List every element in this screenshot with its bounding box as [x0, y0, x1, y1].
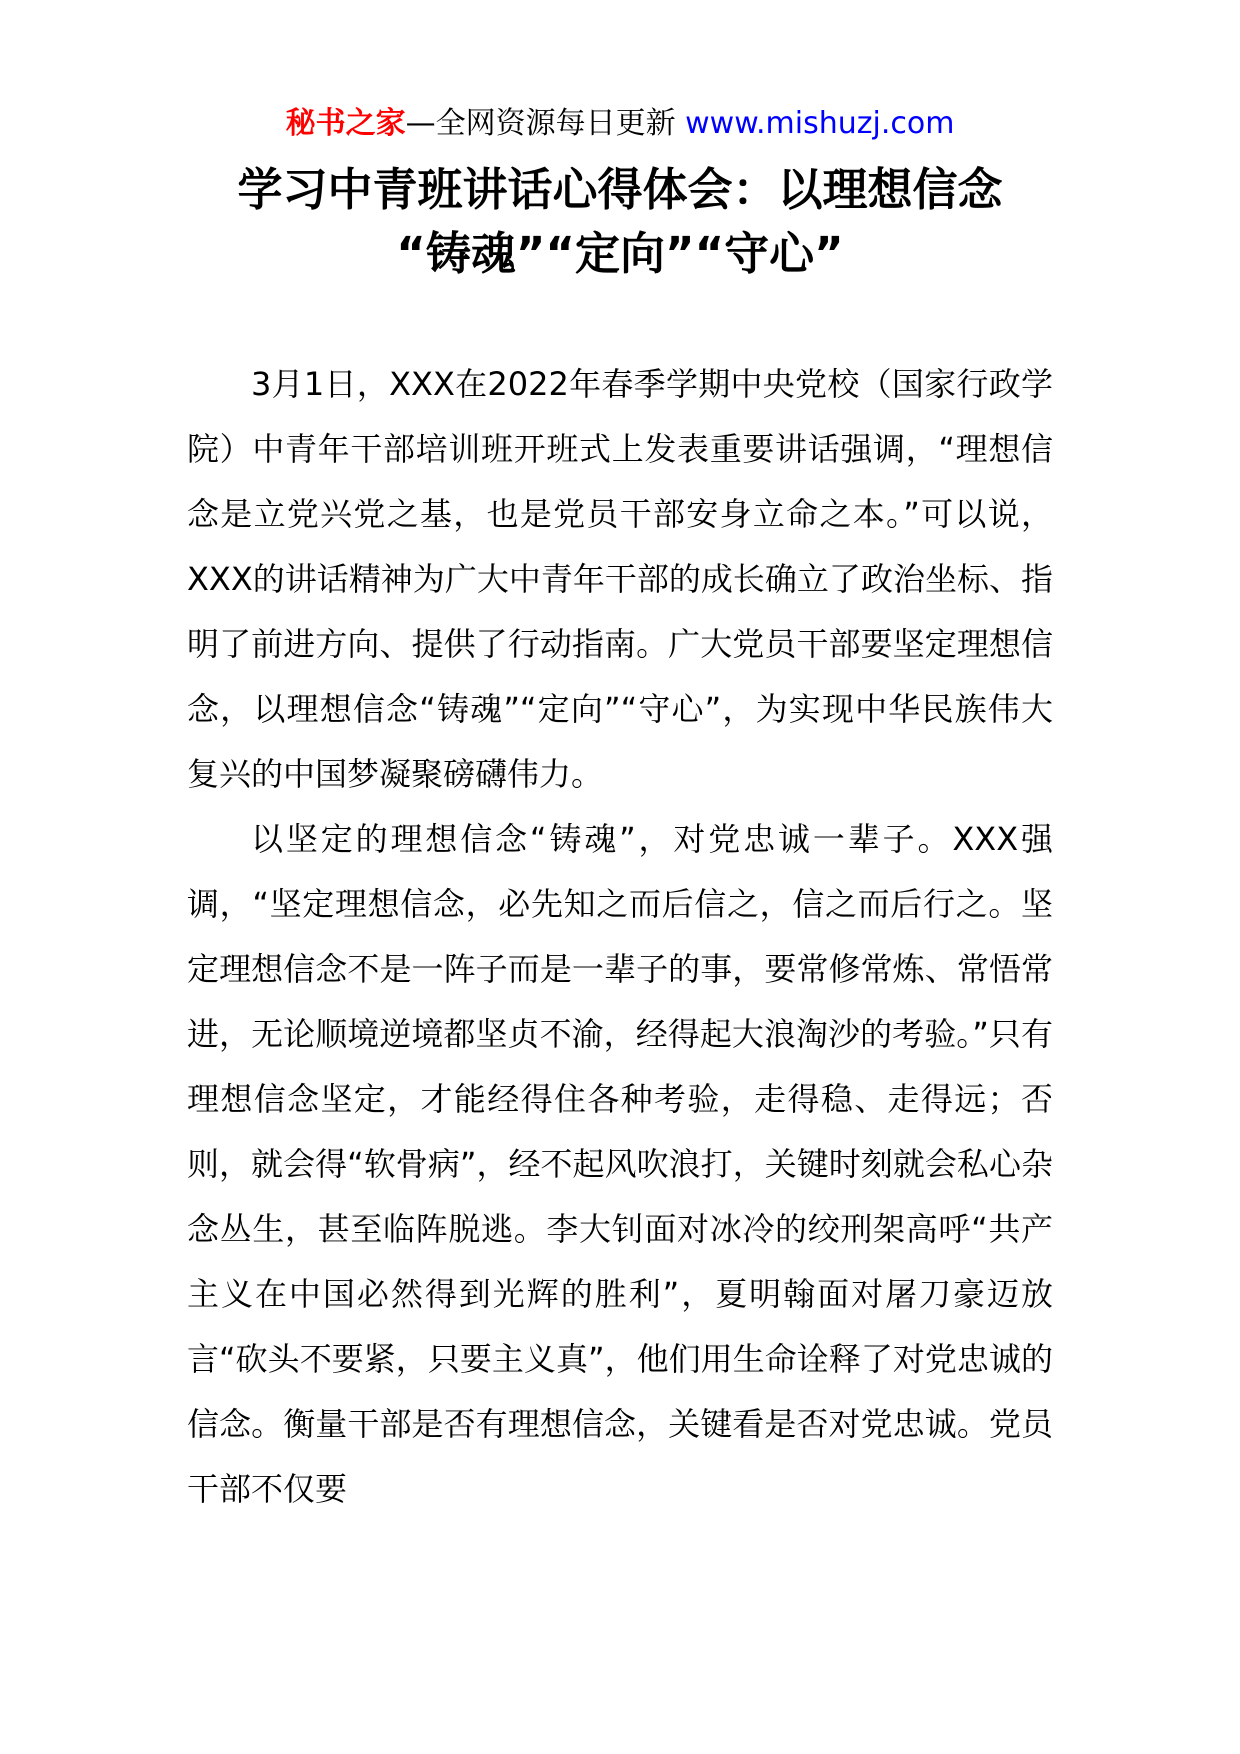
paragraph: 以坚定的理想信念“铸魂”，对党忠诚一辈子。XXX强调，“坚定理想信念，必先知之而后信之，信之而后行之。坚定理想信念不是一阵子而是一辈子的事，要常修常炼、常悟常进，无论顺境逆境都坚贞不渝，经得起大浪淘沙的考验。”只有理想信念坚定，才能经得住各种考验，走得稳、走得远；否则，就会得“软骨病”，经不起风吹浪打，关键时刻就会私心杂念丛生，甚至临阵脱逃。李大钊面对冰冷的绞刑架高呼“共产主义在中国必然得到光辉的胜利”，夏明翰面对屠刀豪迈放言“砍头不要紧，只要主义真”，他们用生命诠释了对党忠诚的信念。衡量干部是否有理想信念，关键看是否对党忠诚。党员干部不仅要 [187, 820, 1053, 1508]
header-tagline: —全网资源每日更新 [405, 106, 676, 141]
paragraph: 3月1日，XXX在2022年春季学期中央党校（国家行政学院）中青年干部培训班开班式上发表重要讲话强调，“理想信念是立党兴党之基，也是党员干部安身立命之本。”可以说，XXX的讲话精神为广大中青年干部的成长确立了政治坐标、指明了前进方向、提供了行动指南。广大党员干部要坚定理想信念，以理想信念“铸魂”“定向”“守心”，为实现中华民族伟大复兴的中国梦凝聚磅礴伟力。 [187, 365, 1053, 793]
document-title [0, 158, 1240, 286]
site-header [0, 100, 1240, 148]
title-line-2: “铸魂”“定向”“守心” [396, 227, 844, 280]
site-url: www.mishuzj.com [685, 106, 955, 141]
brand-name: 秘书之家 [285, 106, 406, 141]
title-line-1: 学习中青班讲话心得体会：以理想信念 [237, 163, 1003, 216]
document-body [187, 352, 1053, 1522]
